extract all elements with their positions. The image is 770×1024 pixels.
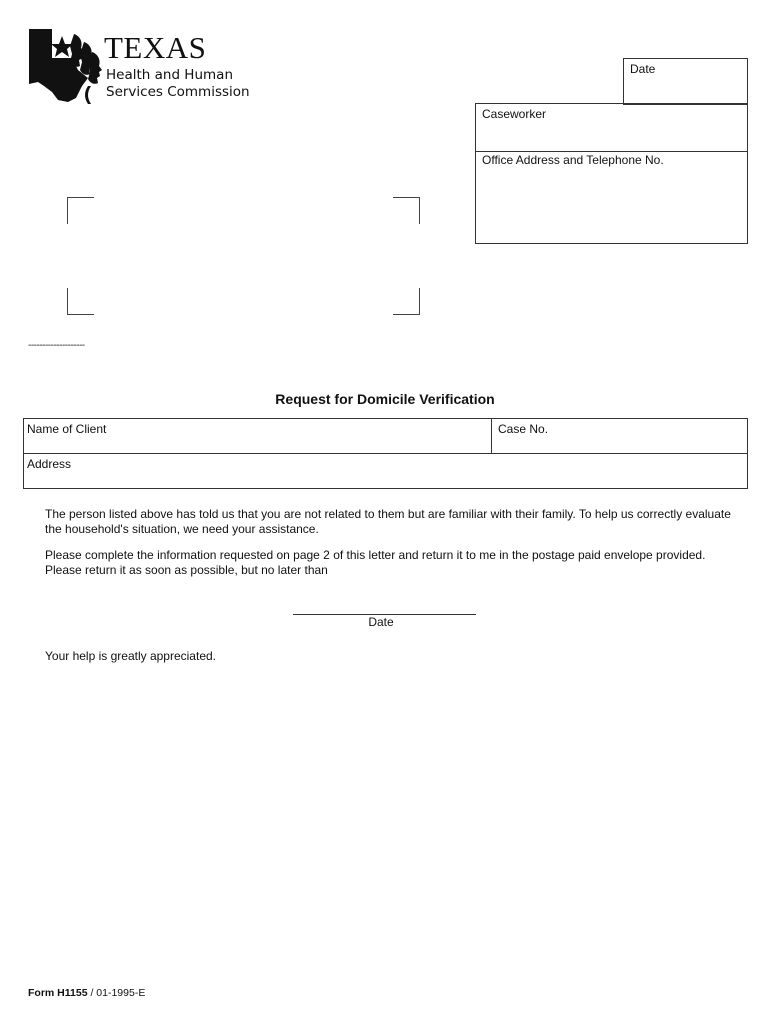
address-window-corner-bottom-left <box>67 288 94 315</box>
dashed-line: -------------------- <box>28 340 85 351</box>
closing-text: Your help is greatly appreciated. <box>45 649 216 663</box>
page-title: Request for Domicile Verification <box>275 391 495 407</box>
form-version: / 01-1995-E <box>87 987 146 999</box>
intro-paragraph: The person listed above has told us that you are not related to them but are familiar with their family. To help us correctly evaluate the household's situation, we need your assistance. <box>45 507 731 536</box>
date-box[interactable] <box>623 58 748 105</box>
return-date-caption: Date <box>368 615 394 629</box>
caseworker-label: Caseworker <box>482 107 547 121</box>
client-info-table <box>23 418 748 489</box>
client-name-field[interactable]: Name of Client <box>27 422 107 436</box>
date-label: Date <box>630 62 656 76</box>
logo-line-1: Health and Human <box>106 67 233 83</box>
form-label: Form H1155 <box>28 987 88 999</box>
caseworker-box[interactable] <box>475 103 748 152</box>
texas-silhouette-icon <box>28 28 104 104</box>
instruction-paragraph: Please complete the information requested on page 2 of this letter and return it to me in the postage paid envelope provided. Please return it as soon as possible, but no later than <box>45 548 706 577</box>
case-number-field[interactable]: Case No. <box>498 422 549 436</box>
office-address-label: Office Address and Telephone No. <box>482 153 664 167</box>
address-window-corner-top-right <box>393 197 420 224</box>
address-window-corner-top-left <box>67 197 94 224</box>
logo-wordmark: TEXAS <box>104 30 207 65</box>
hhsc-logo <box>28 28 258 104</box>
form-number <box>28 987 145 1000</box>
address-window-corner-bottom-right <box>393 288 420 315</box>
office-address-box[interactable] <box>475 150 748 244</box>
table-divider <box>491 419 492 453</box>
logo-line-2: Services Commission <box>106 84 250 100</box>
address-field[interactable]: Address <box>27 457 72 471</box>
client-name-row <box>24 419 747 454</box>
